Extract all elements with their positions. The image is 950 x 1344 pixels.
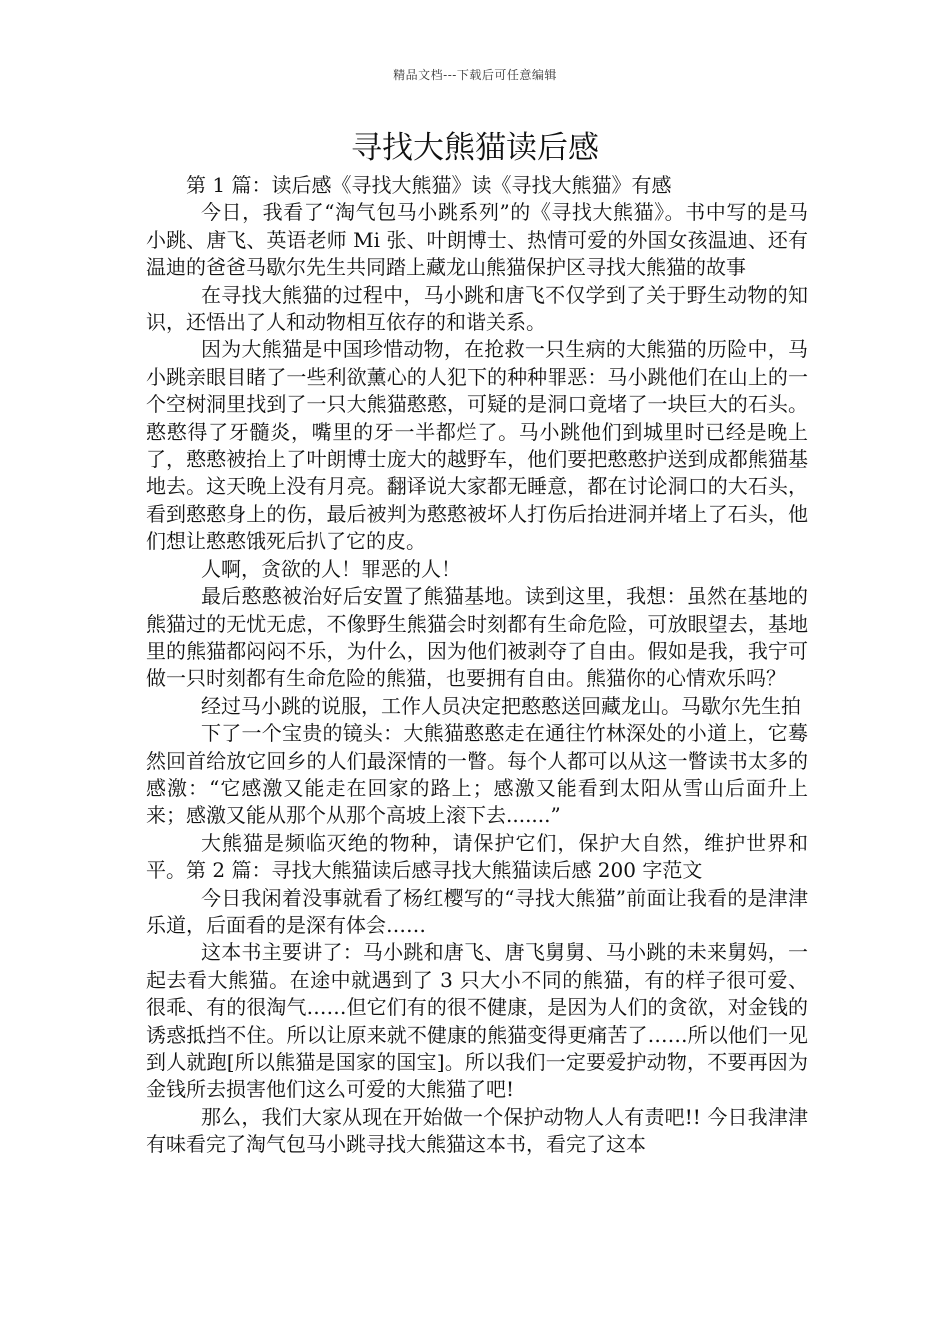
page-header: 精品文档---下载后可任意编辑 [393,68,557,82]
paragraph: 人啊，贪欲的人！罪恶的人！ [201,556,461,581]
paragraph: 最后憨憨被治好后安置了熊猫基地。读到这里，我想：虽然在基地的熊猫过的无忧无虑，不像野生熊猫会时刻都有生命危险，可放眼望去，基地里的熊猫都闷闷不乐，为什么，因为他们被剥夺了自由。假如是我，我宁可做一只时刻都有生命危险的熊猫，也要拥有自由。熊猫你的心情欢乐吗？ [146,584,808,691]
document-title: 寻找大熊猫读后感 [351,130,599,166]
paragraph: 那么，我们大家从现在开始做一个保护动物人人有责吧!! 今日我津津有味看完了淘气包马小跳寻找大熊猫这本书，看完了这本 [146,1104,808,1157]
paragraph: 因为大熊猫是中国珍惜动物，在抢救一只生病的大熊猫的历险中，马小跳亲眼目睹了一些利欲薰心的人犯下的种种罪恶：马小跳他们在山上的一个空树洞里找到了一只大熊猫憨憨，可疑的是洞口竟堵了一块巨大的石头。憨憨得了牙髓炎，嘴里的牙一半都烂了。马小跳他们到城里时已经是晚上了，憨憨被抬上了叶朗博士庞大的越野车，他们要把憨憨护送到成都熊猫基地去。这天晚上没有月亮。翻译说大家都无睡意，都在讨论洞口的大石头，看到憨憨身上的伤，最后被判为憨憨被坏人打伤后抬进洞并堵上了石头，他们想让憨憨饿死后扒了它的皮。 [146,337,808,554]
paragraph: 在寻找大熊猫的过程中，马小跳和唐飞不仅学到了关于野生动物的知识，还悟出了人和动物相互依存的和谐关系。 [146,282,808,335]
section-heading: 第 1 篇：读后感《寻找大熊猫》读《寻找大熊猫》有感 [186,173,672,197]
paragraph: 经过马小跳的说服，工作人员决定把憨憨送回藏龙山。马歇尔先生拍 [201,693,801,718]
paragraph: 今日我闲着没事就看了杨红樱写的“寻找大熊猫”前面让我看的是津津乐道，后面看的是深有体会…… [146,885,808,937]
document-body [146,172,808,1159]
paragraph: 下了一个宝贵的镜头：大熊猫憨憨走在通往竹林深处的小道上，它蓦然回首给放它回乡的人们最深情的一瞥。每个人都可以从这一瞥读书太多的感激：“它感激又能走在回家的路上；感激又能看到太阳从雪山后面升上来；感激又能从那个从那个高坡上滚下去.......” [146,721,808,828]
paragraph: 今日，我看了“淘气包马小跳系列”的《寻找大熊猫》。书中写的是马小跳、唐飞、英语老师 Mi 张、叶朗博士、热情可爱的外国女孩温迪、还有温迪的爸爸马歇尔先生共同踏上藏龙山熊猫保护区寻找大熊猫的故事 [146,200,808,280]
paragraph: 大熊猫是频临灭绝的物种，请保护它们，保护大自然，维护世界和平。第 2 篇：寻找大熊猫读后感寻找大熊猫读后感 200 字范文 [146,830,808,883]
paragraph: 这本书主要讲了：马小跳和唐飞、唐飞舅舅、马小跳的未来舅妈，一起去看大熊猫。在途中就遇到了 3 只大小不同的熊猫，有的样子很可爱、很乖、有的很淘气……但它们有的很不健康，是因为人们的贪欲，对金钱的诱惑抵挡不住。所以让原来就不健康的熊猫变得更痛苦了……所以他们一见到人就跑[所以熊猫是国家的国宝]。所以我们一定要爱护动物，不要再因为金钱所去损害他们这么可爱的大熊猫了吧! [146,940,808,1102]
